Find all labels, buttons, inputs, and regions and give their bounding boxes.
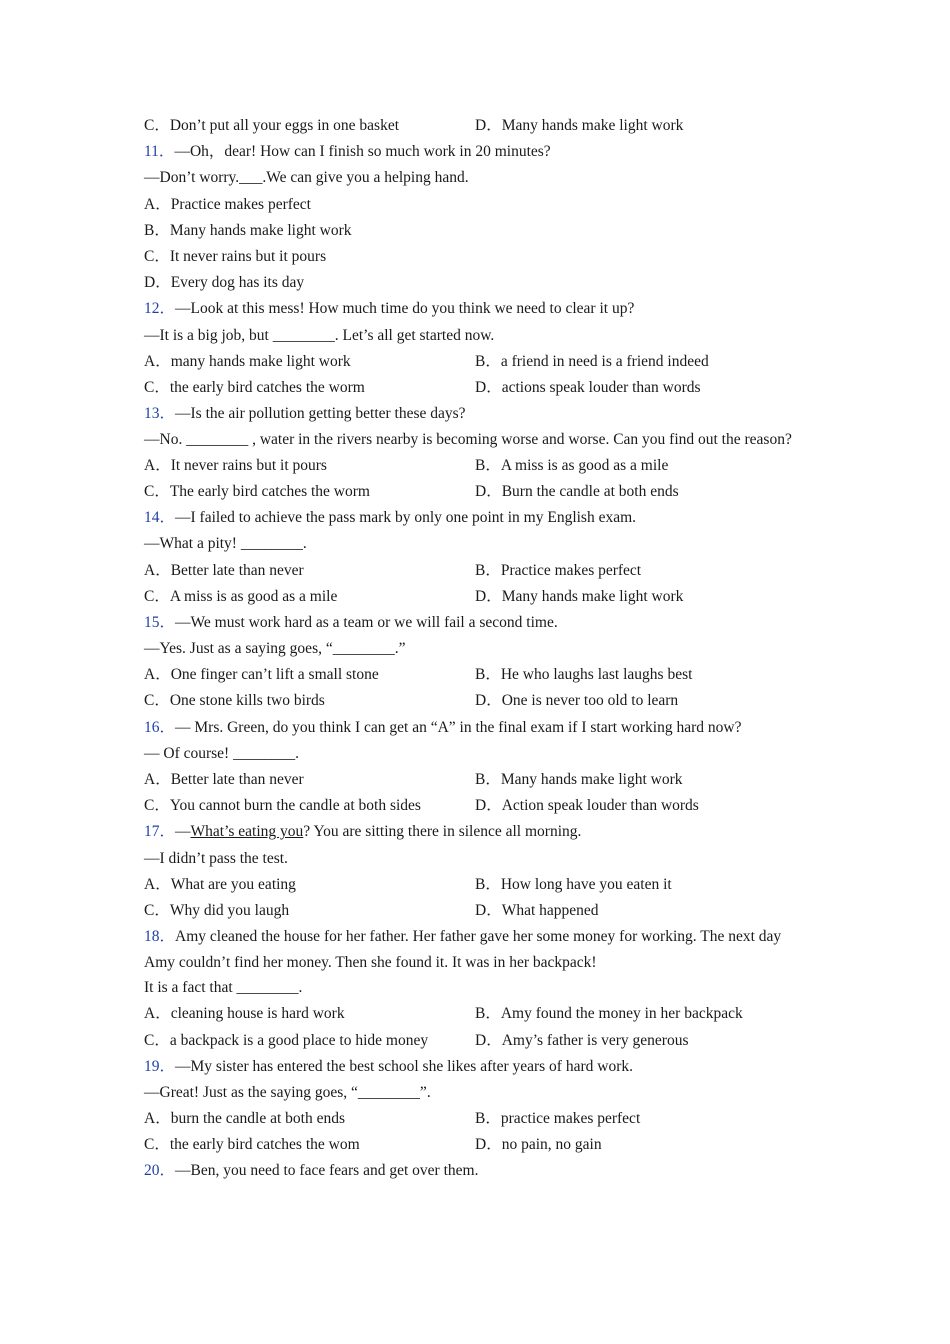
q17-reply: —I didn’t pass the test. [144,849,288,867]
question-text-start: — [175,823,191,841]
option-b: B．How long have you eaten it [475,875,672,893]
question-number: 20． [144,1162,176,1180]
option-a: A．many hands make light work [144,352,351,370]
option-d: D．Many hands make light work [475,587,684,605]
option-d: D．no pain, no gain [475,1136,602,1154]
exam-page [144,113,809,1185]
option-a: A．Better late than never [144,771,304,788]
q11-prompt [144,139,809,165]
q13-options-ab [144,453,809,479]
q19-options-ab [144,1106,809,1132]
option-a: A．It never rains but it pours [144,456,327,474]
question-text: —We must work hard as a team or we will fail a second time. [175,613,558,631]
option-d: D．actions speak louder than words [475,378,701,396]
option-c: C．You cannot burn the candle at both sides [144,797,421,815]
q17-options-ab [144,872,809,898]
q19-reply: —Great! Just as the saying goes, “________”. [144,1083,431,1101]
option-b: B．Amy found the money in her backpack [475,1005,743,1023]
q12-options-ab [144,349,809,375]
option-d: D．Action speak louder than words [475,797,699,815]
q14-reply: —What a pity! ________. [144,535,307,553]
q18-options-ab [144,1001,809,1027]
option-b: B．Many hands make light work [475,771,683,788]
q16-prompt [144,715,809,741]
option-c: C．One stone kills two birds [144,692,325,710]
q20-prompt [144,1158,809,1184]
q13-reply: —No. ________ , water in the rivers nearby is becoming worse and worse. Can you find out the reason? [144,431,792,449]
q18-options-cd [144,1028,809,1054]
q15-reply: —Yes. Just as a saying goes, “________.” [144,640,406,658]
question-number: 14． [144,509,176,527]
option-a: A．What are you eating [144,875,296,893]
option-c: C．the early bird catches the wom [144,1136,360,1154]
option-c: C．the early bird catches the worm [144,378,365,396]
q15-prompt [144,610,809,636]
option-b: B．He who laughs last laughs best [475,666,693,684]
question-number: 18． [144,928,176,946]
q11-option-a: A．Practice makes perfect [144,195,311,213]
q17-prompt [144,819,809,845]
q19-options-cd [144,1132,809,1158]
option-a: A．Better late than never [144,561,304,579]
q10-options-cd [144,113,809,139]
q15-options-cd [144,688,809,714]
q16-reply: — Of course! ________. [144,744,299,762]
q18-prompt [144,924,809,975]
option-d: D．Burn the candle at both ends [475,482,679,500]
option-a: A．burn the candle at both ends [144,1110,346,1128]
q15-options-ab [144,662,809,688]
q16-options-cd [144,793,809,819]
question-text: —Oh，dear! How can I finish so much work in 20 minutes? [174,143,551,161]
question-number: 19． [144,1057,176,1075]
q11-reply: —Don’t worry.___.We can give you a helping hand. [144,169,469,187]
question-number: 15． [144,613,176,631]
question-number: 13． [144,405,176,423]
q13-prompt [144,401,809,427]
option-d: D．What happened [475,901,599,919]
question-text: —I failed to achieve the pass mark by only one point in my English exam. [175,509,637,527]
option-d: D．Many hands make light work [475,117,684,134]
option-c: C．The early bird catches the worm [144,482,370,500]
question-text: —My sister has entered the best school she likes after years of hard work. [175,1057,633,1075]
question-text-end: ? You are sitting there in silence all morning. [303,823,582,841]
q11-option-d: D．Every dog has its day [144,274,305,292]
option-c: C．Don’t put all your eggs in one basket [144,117,400,134]
q12-prompt [144,296,809,322]
option-d: D．One is never too old to learn [475,692,679,710]
q14-options-cd [144,584,809,610]
question-text: —Ben, you need to face fears and get over them. [175,1162,479,1180]
q13-options-cd [144,479,809,505]
question-number: 12． [144,300,176,318]
question-number: 16． [144,718,176,736]
option-b: B．Practice makes perfect [475,561,642,579]
q18-reply: It is a fact that ________. [144,979,303,997]
option-c: C．a backpack is a good place to hide money [144,1031,429,1049]
question-text: —Look at this mess! How much time do you think we need to clear it up? [175,300,635,318]
q14-options-ab [144,558,809,584]
underlined-phrase: What’s eating you [190,823,304,841]
q11-option-c: C．It never rains but it pours [144,247,327,265]
option-c: C．Why did you laugh [144,901,290,919]
q12-reply: —It is a big job, but ________. Let’s all get started now. [144,326,495,344]
option-b: B．a friend in need is a friend indeed [475,352,709,370]
q11-option-b: B．Many hands make light work [144,221,352,239]
question-number: 11． [144,143,175,161]
question-text: Amy cleaned the house for her father. Her father gave her some money for working. The next day Amy couldn’t find her money. Then she found it. It was in her backpack! [144,928,782,971]
option-a: A．cleaning house is hard work [144,1005,345,1023]
q12-options-cd [144,375,809,401]
option-d: D．Amy’s father is very generous [475,1031,689,1049]
question-text: —Is the air pollution getting better these days? [175,405,466,423]
q16-options-ab [144,767,809,793]
question-text: — Mrs. Green, do you think I can get an “A” in the final exam if I start working hard now? [175,718,742,736]
q14-prompt [144,505,809,531]
question-number: 17． [144,823,176,841]
option-c: C．A miss is as good as a mile [144,587,338,605]
option-b: B．practice makes perfect [475,1110,641,1128]
option-a: A．One finger can’t lift a small stone [144,666,379,684]
q17-options-cd [144,898,809,924]
q19-prompt [144,1054,809,1080]
option-b: B．A miss is as good as a mile [475,456,669,474]
